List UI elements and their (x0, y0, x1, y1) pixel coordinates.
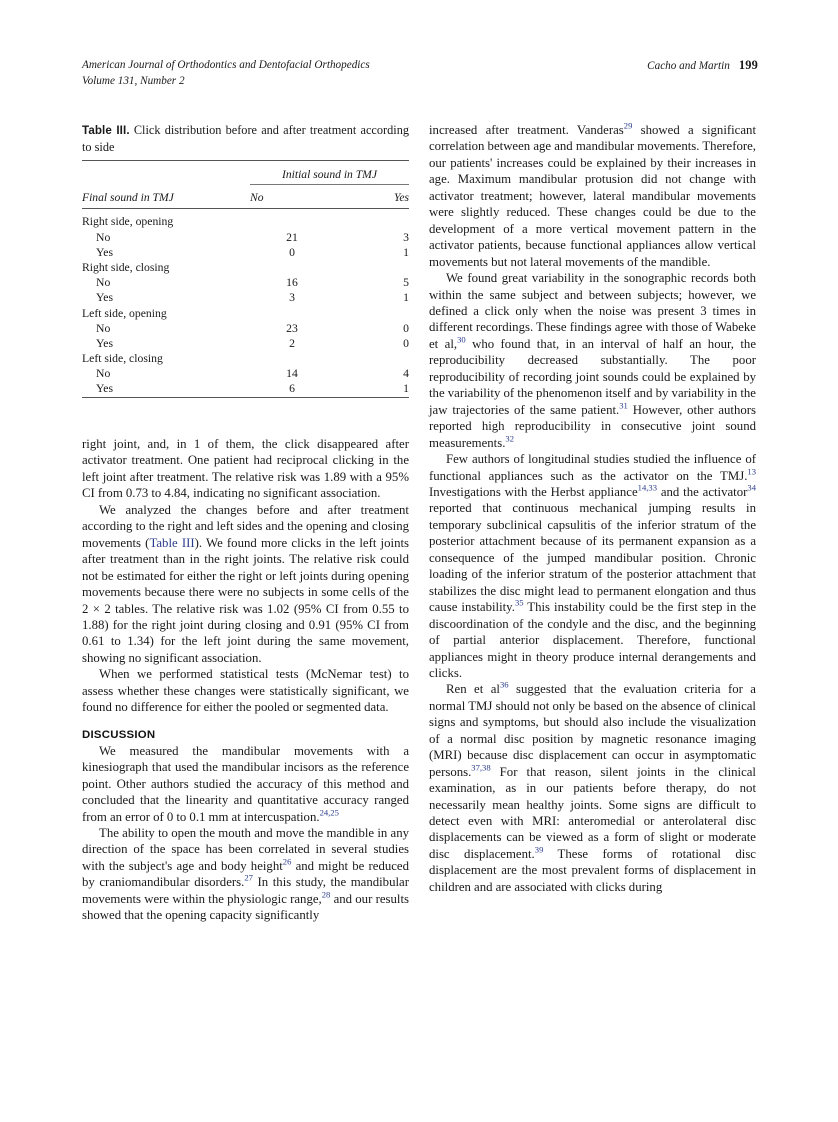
paragraph-text: reported that continuous mechanical jumping results in temporary subclinical capsulitis of the inferior stratum of the posterior attachment because of its permanent expansion as a consequence of the jumped mandibular position. Chronic loading of the inferior stratum of the posterior attachment that stabilizes the disc might lead to permanent elongation and thus cause instability. (429, 501, 756, 615)
table-row (82, 275, 409, 290)
cell-yes: 0 (403, 321, 409, 335)
table-caption-text: Click distribution before and after treatment according to side (82, 123, 409, 155)
reference-marker[interactable]: 37,38 (471, 762, 491, 773)
paragraph-text: Few authors of longitudinal studies studied the influence of functional appliances such as the activator on the TMJ. (429, 452, 756, 483)
paragraph (82, 743, 409, 825)
table-caption (82, 122, 409, 155)
table-group-row (82, 260, 409, 275)
cell-no: 2 (289, 336, 295, 350)
paragraph-text: Ren et al (446, 682, 500, 697)
column-header-yes: Yes (393, 191, 409, 205)
reference-marker[interactable]: 24,25 (319, 807, 339, 818)
cell-yes: 4 (403, 367, 409, 381)
table-row (82, 381, 409, 397)
table-span-header-row (82, 161, 409, 185)
reference-marker[interactable]: 39 (534, 844, 544, 855)
row-label: No (96, 276, 111, 290)
paragraph-text: These forms of rotational disc displacement are the most prevalent forms of displacement in children and are associated with clicks during (429, 846, 756, 894)
table-label: Table III. (82, 124, 130, 137)
table-column-header-row (82, 185, 409, 209)
left-column (82, 436, 409, 924)
paragraph-text: When we performed statistical tests (McNemar test) to assess whether these changes were statistically significant, we found no difference for either the pooled or segmented data. (82, 667, 409, 715)
paragraph-text: We measured the mandibular movements with a kinesiograph that used the mandibular incisors as the reference point. Other authors studied the accuracy of this method and concluded that the linearity and quantitative accuracy ranged from an error of 0 to 0.1 mm at intercuspation. (82, 743, 409, 824)
paragraph-text: For that reason, silent joints in the clinical examination, as in our patients before therapy, do not necessarily mean healthy joints. Some signs are difficult to detect even with MRI: anteromedial or anterolateral disc displacements can be viewed as a form of slight or moderate disc displacement. (429, 764, 756, 861)
cell-no: 0 (289, 245, 295, 259)
paragraph-text: We analyzed the changes before and after treatment according to the right and left sides and the opening and closing movements ( (82, 502, 409, 550)
row-label: No (96, 367, 111, 381)
paragraph-text: We found great variability in the sonographic records both within the same subject and between subjects; however, we defined a click only when the noise was present 3 times in different recordings. These findings agree with those of Wabeke et al, (429, 271, 756, 351)
cell-no: 16 (286, 276, 298, 290)
cell-yes: 1 (403, 291, 409, 305)
page-number: 199 (738, 58, 758, 72)
paragraph-text: However, other authors reported high reproducibility in consecutive joint sound measurements. (429, 402, 756, 450)
reference-marker[interactable]: 34 (747, 482, 756, 493)
group-label: Left side, opening (82, 306, 167, 320)
paragraph (82, 666, 409, 715)
cell-no: 6 (289, 382, 295, 396)
paragraph-text: Investigations with the Herbst appliance (429, 484, 638, 499)
paragraph-text: who found that, in an interval of half an hour, the reproducibility decreased substantially. The poor reproducibility of recording joint sounds could be explained by the variability of the phenomenon itself and by variability in the jaw trajectories of the same patient. (429, 336, 756, 417)
cell-yes: 0 (403, 336, 409, 350)
row-label: Yes (96, 336, 114, 350)
table-row (82, 230, 409, 245)
paragraph-text: showed a significant correlation between age and mandibular movements. Therefore, our patients' increases could be explained by their increases in age. Maximum mandibular protusion did not change with activator treatment; however, lateral mandibular movements were slightly reduced. These changes could be due to the development of a more vertical movement pattern in the activator patients, because functional appliances allow vertical movements but not lateral movements of the mandible. (429, 123, 756, 269)
right-column (429, 122, 756, 895)
reference-marker[interactable]: 26 (282, 856, 292, 867)
table-group-row (82, 305, 409, 320)
paragraph-text: increased after treatment. Vanderas (429, 123, 624, 137)
paragraph-text: and our results showed that the opening capacity significantly (82, 891, 409, 923)
reference-marker[interactable]: 27 (244, 873, 253, 884)
cell-yes: 5 (403, 276, 409, 290)
table-iii-block (82, 122, 409, 398)
paragraph (429, 451, 756, 681)
table-bottom-rule (82, 397, 409, 398)
paragraph-text: This instability could be the first step in the discoordination of the condyle and the disc, and the beginning of partial anterior displacement. Therefore, functional appliances might in theory produce internal derangements and clicks. (429, 600, 756, 680)
table-iii-link[interactable]: Table III (149, 535, 195, 550)
paragraph-text: The ability to open the mouth and move the mandible in any direction of the space has been correlated in several studies with the subject's age and body height (82, 825, 409, 873)
paragraph (82, 502, 409, 667)
authors-name: Cacho and Martin (647, 60, 730, 72)
paragraph-text: right joint, and, in 1 of them, the click disappeared after activator treatment. One patient had reciprocal clicking in the left joint after treatment. The relative risk was 1.89 with a 95% CI from 0.73 to 4.84, indicating no significant association. (82, 437, 409, 501)
cell-no: 3 (289, 291, 295, 305)
paragraph (429, 681, 756, 895)
row-label: No (96, 230, 111, 244)
reference-marker[interactable]: 35 (514, 597, 524, 608)
paragraph-text: and might be reduced by craniomandibular disorders. (82, 858, 410, 890)
paragraph (429, 122, 756, 270)
section-heading-discussion: DISCUSSION (82, 728, 156, 741)
journal-volume: Volume 131, Number 2 (82, 74, 185, 87)
row-label: Yes (96, 245, 114, 259)
group-label: Left side, closing (82, 352, 163, 366)
reference-marker[interactable]: 31 (619, 400, 628, 411)
paragraph (429, 270, 756, 451)
group-label: Right side, closing (82, 260, 170, 274)
reference-marker[interactable]: 32 (505, 433, 514, 444)
table-group-row (82, 209, 409, 229)
row-label: Yes (96, 291, 114, 305)
cell-yes: 3 (403, 230, 409, 244)
reference-marker[interactable]: 30 (457, 334, 466, 345)
table-row (82, 366, 409, 381)
cell-no: 23 (286, 321, 298, 335)
cell-yes: 1 (403, 245, 409, 259)
paragraph-text: ). We found more clicks in the left joints after treatment than in the right joints. The relative risk could not be estimated for either the right or left joints during opening movements because there were no subjects in some cells of the 2 × 2 tables. The relative risk was 1.02 (95% CI from 0.55 to 1.88) for the right joint during closing and 0.91 (95% CI from 0.61 to 1.34) for the left joint during the same movement, showing no significant association. (82, 535, 409, 665)
column-header-no: No (250, 191, 264, 205)
paragraph-text: and the activator (657, 484, 748, 499)
reference-marker[interactable]: 14,33 (637, 482, 658, 493)
reference-marker[interactable]: 13 (747, 466, 756, 477)
span-header-spacer (82, 161, 250, 185)
paragraph (82, 436, 409, 502)
authors-page-block (647, 58, 758, 75)
table-group-row (82, 351, 409, 366)
paragraph-text: In this study, the mandibular movements were within the physiologic range, (82, 875, 409, 906)
table-row (82, 290, 409, 305)
click-distribution-table (82, 160, 409, 397)
paragraph-text: suggested that the evaluation criteria for a normal TMJ should not only be based on the absence of clinical signs and symptoms, but should also include the visualization of a normal disc position by magnetic resonance imaging (MRI) because disc displacement can occur in asymptomatic persons. (429, 682, 756, 779)
cell-no: 14 (286, 367, 298, 381)
journal-title-block (82, 58, 370, 89)
journal-title: American Journal of Orthodontics and Dentofacial Orthopedics (82, 59, 370, 71)
paragraph (82, 825, 409, 924)
running-head (82, 58, 758, 92)
row-label: No (96, 321, 111, 335)
row-label: Yes (96, 382, 114, 396)
cell-no: 21 (286, 230, 298, 244)
column-header-final-sound: Final sound in TMJ (82, 191, 174, 205)
table-row (82, 336, 409, 351)
table-row (82, 245, 409, 260)
table-row (82, 321, 409, 336)
reference-marker[interactable]: 36 (499, 680, 509, 691)
reference-marker[interactable]: 28 (321, 889, 331, 900)
span-header-initial-sound: Initial sound in TMJ (250, 161, 409, 185)
group-label: Right side, opening (82, 215, 174, 229)
reference-marker[interactable]: 29 (623, 120, 633, 131)
cell-yes: 1 (403, 382, 409, 396)
